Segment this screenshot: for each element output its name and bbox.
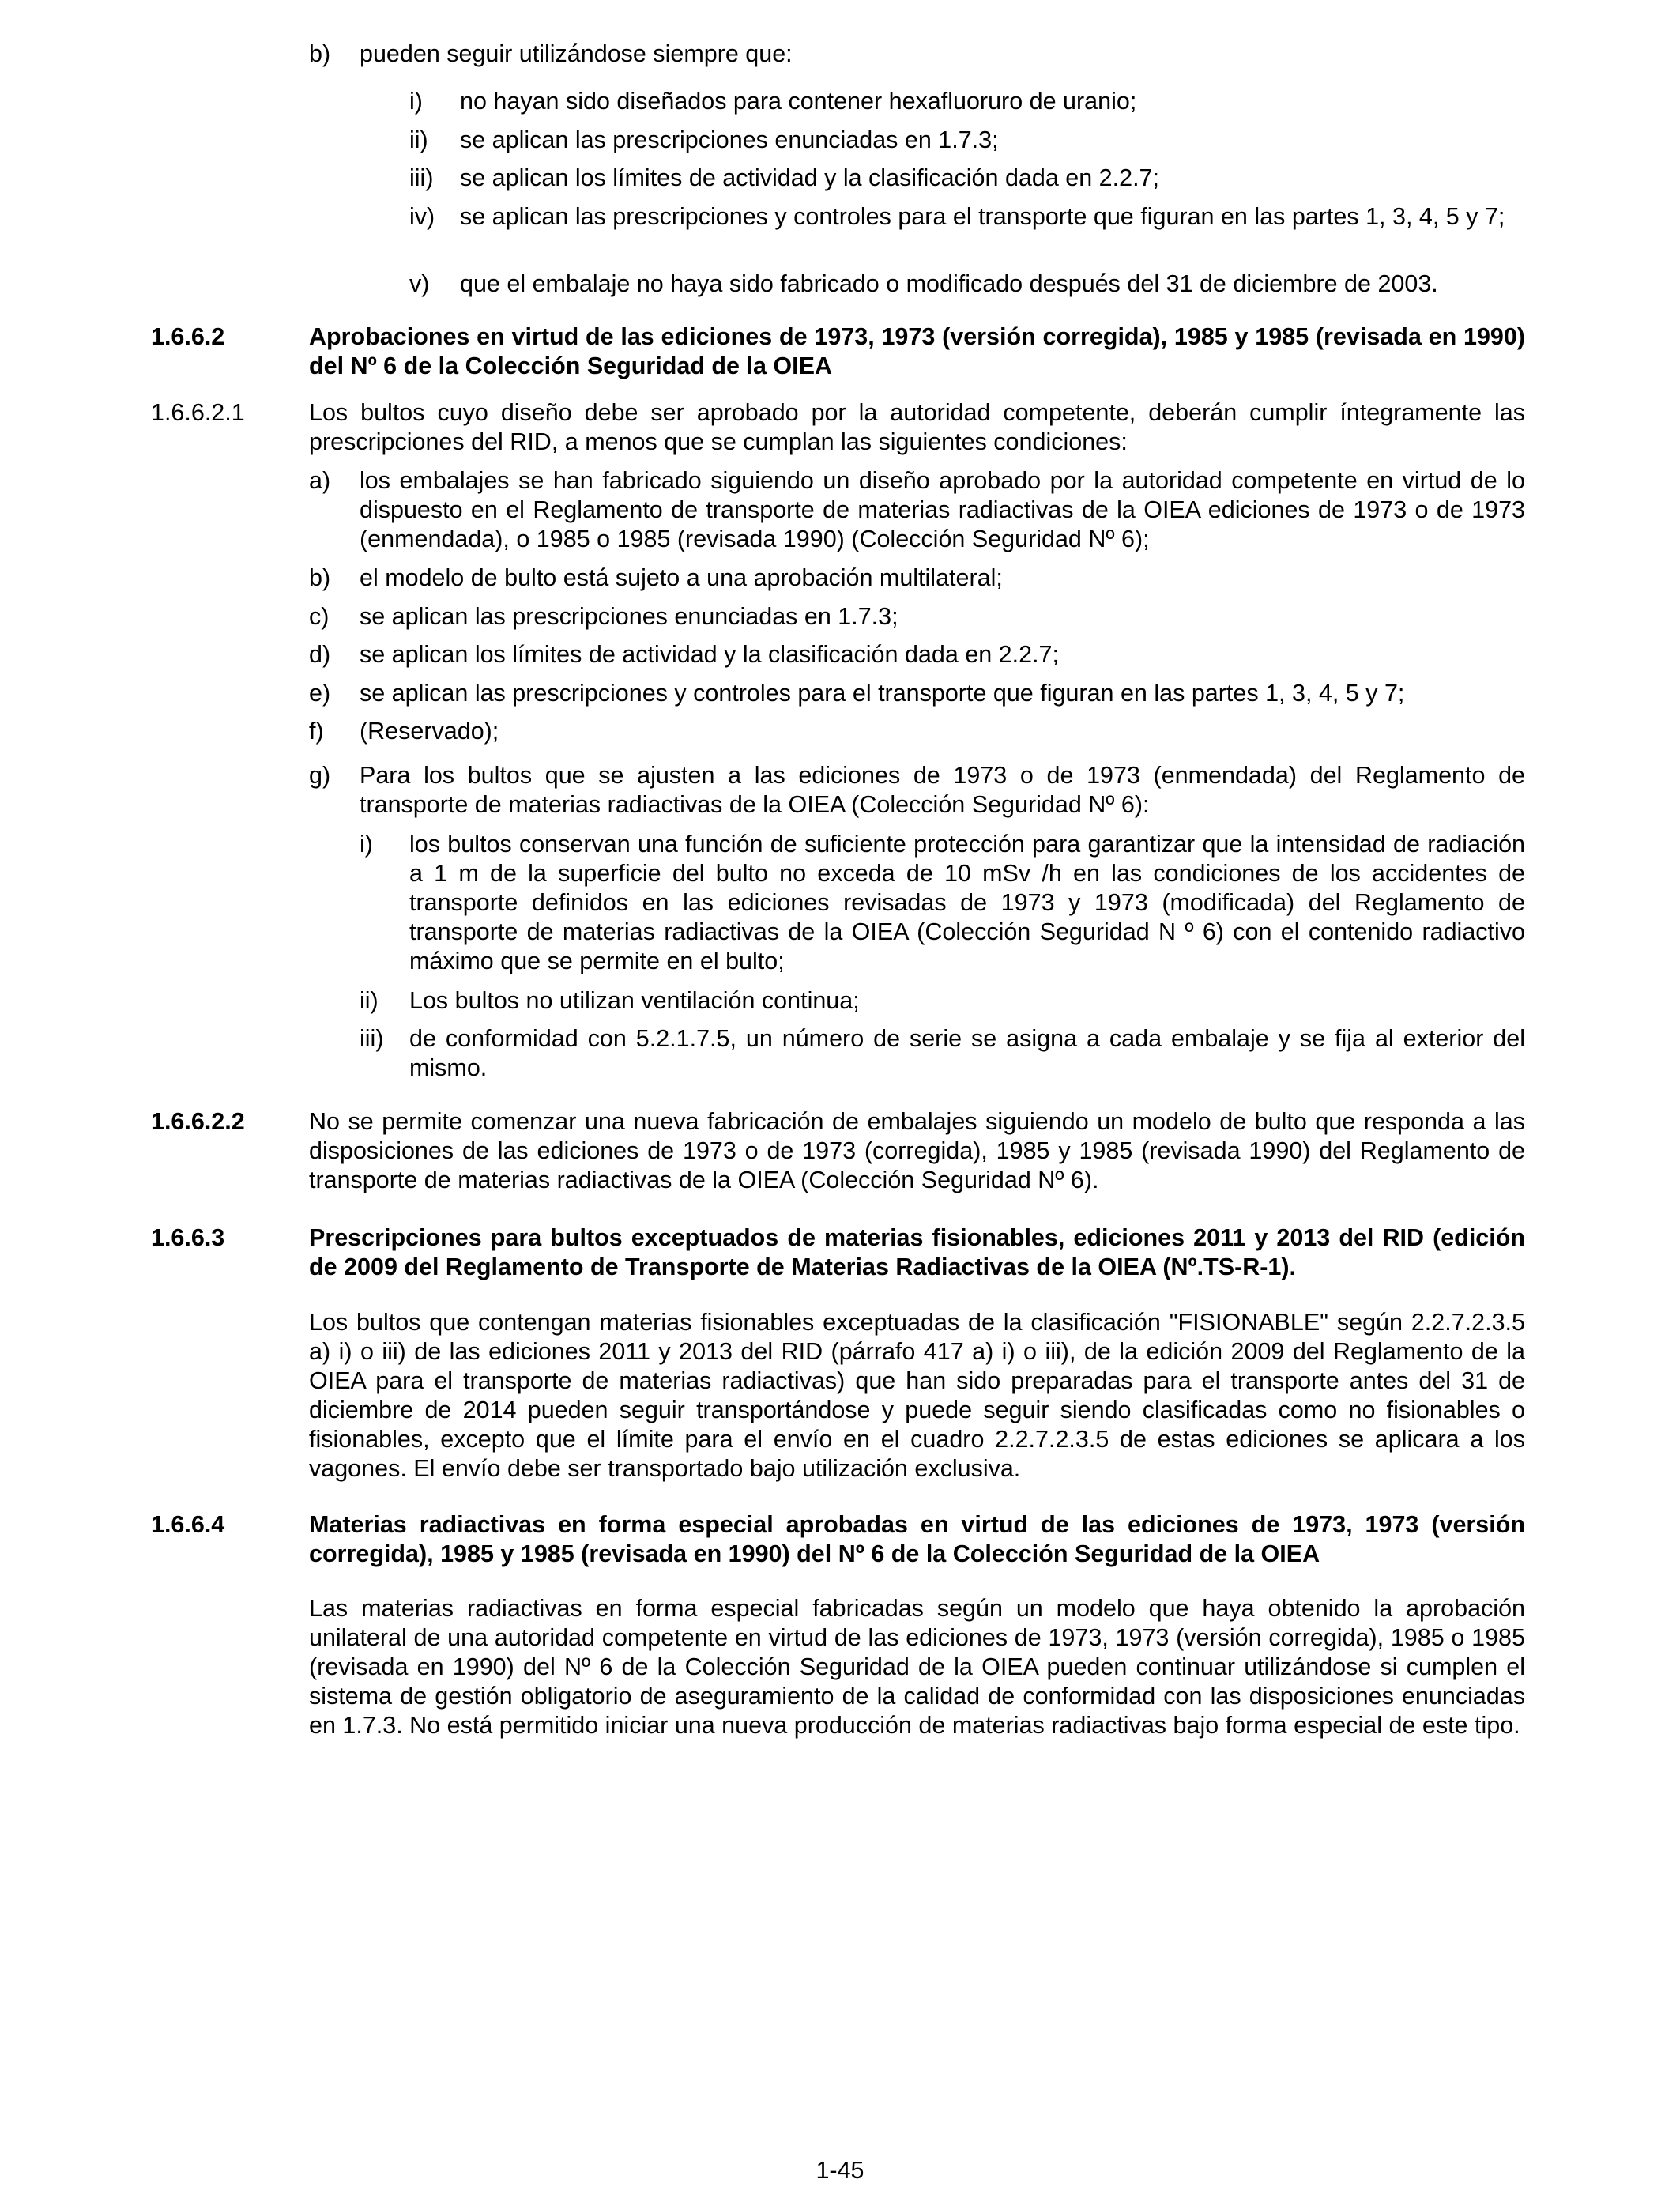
list-text: el modelo de bulto está sujeto a una aprobación multilateral; <box>360 564 1003 591</box>
section-number: 1.6.6.2 <box>151 323 225 350</box>
list-label: e) <box>309 680 331 707</box>
sub-list-label: iv) <box>409 203 435 230</box>
sub-list-label: v) <box>409 270 430 297</box>
section-number: 1.6.6.4 <box>151 1511 225 1538</box>
section-number: 1.6.6.2.1 <box>151 399 245 426</box>
list-text: se aplican las prescripciones y controles para el transporte que figuran en las partes 1, 3, 4, 5 y 7; <box>360 680 1405 707</box>
list-label: f) <box>309 718 324 745</box>
section-text: Los bultos que contengan materias fisionables exceptuadas de la clasificación "FISIONABLE" según 2.2.7.2.3.5 a) i) o iii) de las ediciones 2011 y 2013 del RID (párrafo 417 a) i) o iii), de la edición 2009 del Reglamento de la OIEA para el transporte de materias radiactivas) que han sido preparadas para el transporte antes del 31 de diciembre de 2014 pueden seguir transportándose y puede seguir siendo clasificadas como no fisionables o fisionables, excepto que el límite para el envío en el cuadro 2.2.7.2.3.5 de estas ediciones se aplicara a los vagones. El envío debe ser transportado bajo utilización exclusiva. <box>309 1309 1525 1482</box>
sub-list-text: no hayan sido diseñados para contener hexafluoruro de uranio; <box>460 88 1137 115</box>
list-label: a) <box>309 467 331 494</box>
section-text: No se permite comenzar una nueva fabricación de embalajes siguiendo un modelo de bulto que responda a las disposiciones de las ediciones de 1973 o de 1973 (corregida), 1985 y 1985 (revisada 1990) del Reglamento de transporte de materias radiactivas de la OIEA (Colección Seguridad Nº 6). <box>309 1108 1525 1193</box>
sub-list-text: se aplican las prescripciones y controles para el transporte que figuran en las partes 1, 3, 4, 5 y 7; <box>460 203 1505 230</box>
list-label: b) <box>309 40 331 67</box>
section-text: Las materias radiactivas en forma especial fabricadas según un modelo que haya obtenido la aprobación unilateral de una autoridad competente en virtud de las ediciones de 1973, 1973 (versión corregida), 1985 o 1985 (revisada en 1990) del Nº 6 de la Colección Seguridad de la OIEA pueden continuar utilizándose si cumplen el sistema de gestión obligatorio de aseguramiento de la calidad de conformidad con las disposiciones enunciadas en 1.7.3. No está permitido iniciar una nueva producción de materias radiactivas bajo forma especial de este tipo. <box>309 1595 1525 1739</box>
sub-list-text: se aplican los límites de actividad y la clasificación dada en 2.2.7; <box>460 164 1159 191</box>
sub-list-text: los bultos conservan una función de suficiente protección para garantizar que la intensidad de radiación a 1 m de la superficie del bulto no exceda de 10 mSv /h en las condiciones de los accidentes de transporte definidos en las ediciones revisadas de 1973 y 1973 (modificada) del Reglamento de transporte de materias radiactivas de la OIEA (Colección Seguridad N º 6) con el contenido radiactivo máximo que se permite en el bulto; <box>409 831 1525 974</box>
sub-list-label: ii) <box>409 126 428 153</box>
list-text: Para los bultos que se ajusten a las ediciones de 1973 o de 1973 (enmendada) del Reglamento de transporte de materias radiactivas de la OIEA (Colección Seguridad Nº 6): <box>360 762 1525 818</box>
list-text: (Reservado); <box>360 718 499 745</box>
list-label: g) <box>309 762 331 789</box>
section-number: 1.6.6.2.2 <box>151 1108 245 1135</box>
section-number: 1.6.6.3 <box>151 1224 225 1251</box>
sub-list-text: se aplican las prescripciones enunciadas en 1.7.3; <box>460 126 999 153</box>
sub-list-label: iii) <box>409 164 434 191</box>
list-text: los embalajes se han fabricado siguiendo un diseño aprobado por la autoridad competente en virtud de lo dispuesto en el Reglamento de transporte de materias radiactivas de la OIEA ediciones de 1973 o de 1973 (enmendada), o 1985 o 1985 (revisada 1990) (Colección Seguridad Nº 6); <box>360 467 1525 552</box>
section-heading: Materias radiactivas en forma especial aprobadas en virtud de las ediciones de 1973, 1973 (versión corregida), 1985 y 1985 (revisada en 1990) del Nº 6 de la Colección Seguridad de la OIEA <box>309 1511 1525 1567</box>
list-text: se aplican los límites de actividad y la clasificación dada en 2.2.7; <box>360 641 1059 668</box>
sub-list-label: ii) <box>360 987 379 1014</box>
sub-list-text: Los bultos no utilizan ventilación continua; <box>409 987 860 1014</box>
sub-list-label: i) <box>360 831 373 858</box>
sub-list-label: i) <box>409 88 423 115</box>
list-label: c) <box>309 603 330 630</box>
sub-list-text: que el embalaje no haya sido fabricado o modificado después del 31 de diciembre de 2003. <box>460 270 1438 297</box>
list-text: pueden seguir utilizándose siempre que: <box>360 40 793 67</box>
page-number: 1-45 <box>816 2157 864 2184</box>
section-intro: Los bultos cuyo diseño debe ser aprobado por la autoridad competente, deberán cumplir íntegramente las prescripciones del RID, a menos que se cumplan las siguientes condiciones: <box>309 399 1525 455</box>
sub-list-text: de conformidad con 5.2.1.7.5, un número de serie se asigna a cada embalaje y se fija al exterior del mismo. <box>409 1025 1525 1081</box>
list-label: d) <box>309 641 331 668</box>
section-heading: Aprobaciones en virtud de las ediciones de 1973, 1973 (versión corregida), 1985 y 1985 (revisada en 1990) del Nº 6 de la Colección Seguridad de la OIEA <box>309 323 1525 379</box>
section-heading: Prescripciones para bultos exceptuados de materias fisionables, ediciones 2011 y 2013 del RID (edición de 2009 del Reglamento de Transporte de Materias Radiactivas de la OIEA (Nº.TS-R-1). <box>309 1224 1525 1280</box>
list-text: se aplican las prescripciones enunciadas en 1.7.3; <box>360 603 898 630</box>
list-label: b) <box>309 564 331 591</box>
sub-list-label: iii) <box>360 1025 384 1052</box>
